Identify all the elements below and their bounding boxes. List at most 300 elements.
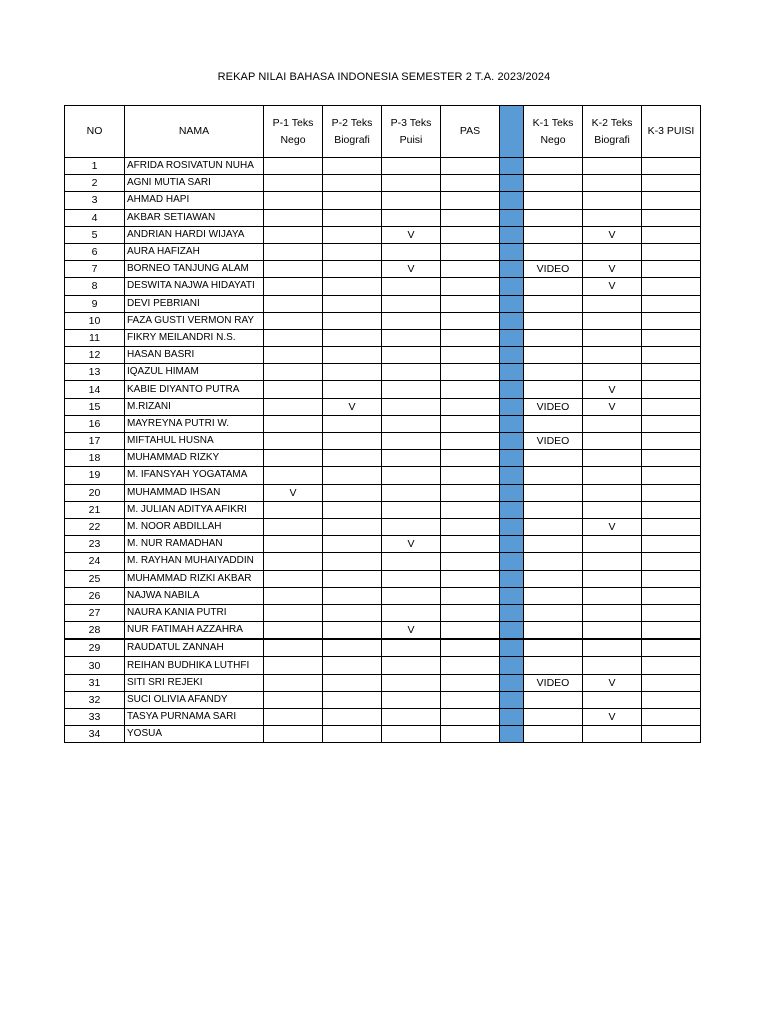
cell-no: 20 (65, 484, 125, 501)
cell-no: 12 (65, 347, 125, 364)
table-row (65, 726, 701, 743)
separator-cell (500, 622, 524, 640)
cell-pas (441, 261, 500, 278)
header-k1: K-1 Teks Nego (524, 106, 583, 158)
table-row (65, 226, 701, 243)
separator-cell (500, 467, 524, 484)
cell-k1 (524, 709, 583, 726)
cell-p1 (264, 467, 323, 484)
cell-no: 24 (65, 553, 125, 570)
table-row (65, 312, 701, 329)
cell-k2 (583, 691, 642, 708)
cell-k3 (642, 501, 701, 518)
cell-k1 (524, 639, 583, 657)
cell-p1 (264, 158, 323, 175)
separator-cell (500, 226, 524, 243)
cell-k1 (524, 691, 583, 708)
cell-p1 (264, 604, 323, 621)
separator-column (500, 106, 524, 158)
separator-cell (500, 364, 524, 381)
cell-p1 (264, 415, 323, 432)
cell-p1 (264, 501, 323, 518)
cell-pas (441, 278, 500, 295)
cell-k2 (583, 501, 642, 518)
separator-cell (500, 691, 524, 708)
cell-k1: VIDEO (524, 398, 583, 415)
separator-cell (500, 209, 524, 226)
cell-p3 (382, 175, 441, 192)
cell-pas (441, 450, 500, 467)
cell-k2: V (583, 518, 642, 535)
cell-nama: DEVI PEBRIANI (125, 295, 264, 312)
cell-no: 23 (65, 536, 125, 553)
cell-pas (441, 415, 500, 432)
table-row (65, 209, 701, 226)
cell-p3 (382, 604, 441, 621)
cell-k2 (583, 467, 642, 484)
cell-p1 (264, 450, 323, 467)
cell-p1 (264, 261, 323, 278)
cell-p2 (323, 501, 382, 518)
cell-nama: MUHAMMAD RIZKY (125, 450, 264, 467)
cell-pas (441, 243, 500, 260)
cell-no: 15 (65, 398, 125, 415)
cell-no: 27 (65, 604, 125, 621)
cell-p2 (323, 674, 382, 691)
separator-cell (500, 158, 524, 175)
cell-k3 (642, 347, 701, 364)
cell-nama: ANDRIAN HARDI WIJAYA (125, 226, 264, 243)
cell-k1 (524, 570, 583, 587)
cell-p1 (264, 674, 323, 691)
cell-p3: V (382, 226, 441, 243)
cell-k3 (642, 553, 701, 570)
cell-nama: BORNEO TANJUNG ALAM (125, 261, 264, 278)
cell-k1 (524, 329, 583, 346)
cell-k2 (583, 312, 642, 329)
cell-k3 (642, 691, 701, 708)
cell-k3 (642, 243, 701, 260)
cell-pas (441, 158, 500, 175)
cell-nama: SITI SRI REJEKI (125, 674, 264, 691)
cell-p1 (264, 295, 323, 312)
table-row (65, 381, 701, 398)
cell-p1 (264, 587, 323, 604)
cell-p1 (264, 175, 323, 192)
cell-nama: AKBAR SETIAWAN (125, 209, 264, 226)
cell-no: 32 (65, 691, 125, 708)
cell-p2 (323, 243, 382, 260)
cell-k2: V (583, 709, 642, 726)
cell-no: 8 (65, 278, 125, 295)
cell-p2 (323, 553, 382, 570)
cell-k1 (524, 604, 583, 621)
cell-pas (441, 587, 500, 604)
cell-k2 (583, 450, 642, 467)
cell-p3 (382, 192, 441, 209)
header-nama: NAMA (125, 106, 264, 158)
cell-p3 (382, 158, 441, 175)
cell-nama: NUR FATIMAH AZZAHRA (125, 622, 264, 640)
cell-pas (441, 484, 500, 501)
cell-p3 (382, 518, 441, 535)
cell-k2 (583, 553, 642, 570)
cell-k3 (642, 467, 701, 484)
cell-p2 (323, 295, 382, 312)
cell-nama: M.RIZANI (125, 398, 264, 415)
cell-p3 (382, 726, 441, 743)
table-row (65, 347, 701, 364)
separator-cell (500, 484, 524, 501)
cell-p3 (382, 209, 441, 226)
cell-p1 (264, 536, 323, 553)
cell-p1 (264, 553, 323, 570)
cell-k2 (583, 158, 642, 175)
cell-no: 29 (65, 639, 125, 657)
cell-p2 (323, 484, 382, 501)
cell-p1 (264, 570, 323, 587)
cell-k2 (583, 639, 642, 657)
cell-k3 (642, 536, 701, 553)
cell-nama: MUHAMMAD IHSAN (125, 484, 264, 501)
cell-p1 (264, 639, 323, 657)
header-k2: K-2 Teks Biografi (583, 106, 642, 158)
cell-p1 (264, 209, 323, 226)
table-row (65, 691, 701, 708)
cell-k1 (524, 415, 583, 432)
cell-no: 31 (65, 674, 125, 691)
cell-nama: MUHAMMAD RIZKI AKBAR (125, 570, 264, 587)
table-row (65, 484, 701, 501)
cell-p1 (264, 381, 323, 398)
cell-p1 (264, 329, 323, 346)
header-row (65, 106, 701, 158)
cell-p2 (323, 209, 382, 226)
table-row (65, 536, 701, 553)
cell-p1 (264, 226, 323, 243)
separator-cell (500, 398, 524, 415)
cell-k2: V (583, 278, 642, 295)
cell-k1: VIDEO (524, 261, 583, 278)
cell-no: 5 (65, 226, 125, 243)
cell-k3 (642, 674, 701, 691)
cell-p2 (323, 192, 382, 209)
table-row (65, 158, 701, 175)
cell-k3 (642, 433, 701, 450)
separator-cell (500, 347, 524, 364)
cell-k1 (524, 657, 583, 674)
cell-no: 30 (65, 657, 125, 674)
cell-p2 (323, 657, 382, 674)
cell-k1 (524, 381, 583, 398)
cell-nama: SUCI OLIVIA AFANDY (125, 691, 264, 708)
cell-k3 (642, 381, 701, 398)
cell-p3 (382, 381, 441, 398)
cell-nama: M. JULIAN ADITYA AFIKRI (125, 501, 264, 518)
table-row (65, 639, 701, 657)
table-row (65, 295, 701, 312)
cell-no: 3 (65, 192, 125, 209)
cell-k1 (524, 501, 583, 518)
cell-no: 28 (65, 622, 125, 640)
cell-p2 (323, 709, 382, 726)
grades-table (64, 105, 701, 743)
cell-p2 (323, 312, 382, 329)
separator-cell (500, 570, 524, 587)
cell-k2 (583, 243, 642, 260)
cell-k2: V (583, 261, 642, 278)
cell-nama: M. IFANSYAH YOGATAMA (125, 467, 264, 484)
cell-k3 (642, 329, 701, 346)
cell-nama: KABIE DIYANTO PUTRA (125, 381, 264, 398)
cell-nama: AGNI MUTIA SARI (125, 175, 264, 192)
separator-cell (500, 501, 524, 518)
cell-no: 14 (65, 381, 125, 398)
cell-pas (441, 553, 500, 570)
cell-k3 (642, 726, 701, 743)
separator-cell (500, 450, 524, 467)
cell-p3 (382, 553, 441, 570)
cell-nama: DESWITA NAJWA HIDAYATI (125, 278, 264, 295)
cell-pas (441, 398, 500, 415)
separator-cell (500, 433, 524, 450)
cell-p3 (382, 347, 441, 364)
separator-cell (500, 553, 524, 570)
cell-no: 11 (65, 329, 125, 346)
header-p2: P-2 Teks Biografi (323, 106, 382, 158)
cell-k2 (583, 347, 642, 364)
cell-p2: V (323, 398, 382, 415)
separator-cell (500, 587, 524, 604)
cell-p2 (323, 329, 382, 346)
cell-nama: M. NOOR ABDILLAH (125, 518, 264, 535)
table-row (65, 604, 701, 621)
cell-k2 (583, 587, 642, 604)
table-row (65, 709, 701, 726)
cell-k2: V (583, 398, 642, 415)
cell-p3 (382, 398, 441, 415)
cell-pas (441, 570, 500, 587)
cell-pas (441, 726, 500, 743)
cell-k3 (642, 484, 701, 501)
cell-p3 (382, 657, 441, 674)
table-row (65, 467, 701, 484)
separator-cell (500, 312, 524, 329)
separator-cell (500, 657, 524, 674)
cell-k3 (642, 622, 701, 640)
separator-cell (500, 536, 524, 553)
cell-k3 (642, 639, 701, 657)
cell-p3 (382, 691, 441, 708)
cell-p3: V (382, 261, 441, 278)
cell-k1 (524, 450, 583, 467)
cell-p1 (264, 518, 323, 535)
cell-no: 4 (65, 209, 125, 226)
cell-p2 (323, 518, 382, 535)
cell-nama: AHMAD HAPI (125, 192, 264, 209)
cell-p1 (264, 709, 323, 726)
cell-nama: M. RAYHAN MUHAIYADDIN (125, 553, 264, 570)
cell-p1 (264, 726, 323, 743)
cell-no: 25 (65, 570, 125, 587)
table-row (65, 587, 701, 604)
cell-k2 (583, 364, 642, 381)
cell-k1 (524, 622, 583, 640)
cell-p3: V (382, 536, 441, 553)
cell-k3 (642, 570, 701, 587)
cell-p1 (264, 433, 323, 450)
table-row (65, 657, 701, 674)
cell-pas (441, 295, 500, 312)
cell-k3 (642, 450, 701, 467)
cell-p3 (382, 415, 441, 432)
cell-p1 (264, 622, 323, 640)
cell-k3 (642, 709, 701, 726)
table-row (65, 175, 701, 192)
table-row (65, 192, 701, 209)
header-p1: P-1 Teks Nego (264, 106, 323, 158)
cell-k3 (642, 175, 701, 192)
cell-k2 (583, 415, 642, 432)
table-row (65, 243, 701, 260)
cell-pas (441, 518, 500, 535)
cell-nama: REIHAN BUDHIKA LUTHFI (125, 657, 264, 674)
cell-no: 17 (65, 433, 125, 450)
cell-k2: V (583, 674, 642, 691)
cell-k3 (642, 261, 701, 278)
cell-p2 (323, 364, 382, 381)
header-p3: P-3 Teks Puisi (382, 106, 441, 158)
cell-no: 18 (65, 450, 125, 467)
separator-cell (500, 604, 524, 621)
cell-nama: RAUDATUL ZANNAH (125, 639, 264, 657)
document-title: REKAP NILAI BAHASA INDONESIA SEMESTER 2 T.A. 2023/2024 (217, 71, 551, 83)
cell-p2 (323, 726, 382, 743)
cell-k1: VIDEO (524, 433, 583, 450)
cell-pas (441, 347, 500, 364)
cell-k2 (583, 175, 642, 192)
cell-pas (441, 192, 500, 209)
cell-pas (441, 312, 500, 329)
cell-nama: AURA HAFIZAH (125, 243, 264, 260)
cell-k1 (524, 312, 583, 329)
cell-nama: FIKRY MEILANDRI N.S. (125, 329, 264, 346)
cell-p2 (323, 639, 382, 657)
cell-p1 (264, 657, 323, 674)
table-row (65, 570, 701, 587)
cell-k2 (583, 657, 642, 674)
cell-k3 (642, 657, 701, 674)
table-row (65, 364, 701, 381)
cell-p1 (264, 243, 323, 260)
separator-cell (500, 726, 524, 743)
cell-k2 (583, 570, 642, 587)
cell-p2 (323, 278, 382, 295)
cell-no: 19 (65, 467, 125, 484)
table-row (65, 450, 701, 467)
cell-k2 (583, 329, 642, 346)
table-row (65, 278, 701, 295)
cell-nama: MAYREYNA PUTRI W. (125, 415, 264, 432)
header-pas: PAS (441, 106, 500, 158)
cell-no: 2 (65, 175, 125, 192)
cell-p1 (264, 364, 323, 381)
table-row (65, 501, 701, 518)
cell-k3 (642, 364, 701, 381)
cell-p1 (264, 691, 323, 708)
cell-k3 (642, 158, 701, 175)
cell-nama: YOSUA (125, 726, 264, 743)
separator-cell (500, 674, 524, 691)
cell-p3 (382, 501, 441, 518)
cell-k1 (524, 209, 583, 226)
cell-p3 (382, 467, 441, 484)
cell-p1 (264, 312, 323, 329)
cell-pas (441, 501, 500, 518)
cell-pas (441, 209, 500, 226)
separator-cell (500, 639, 524, 657)
cell-pas (441, 657, 500, 674)
cell-pas (441, 364, 500, 381)
cell-p3 (382, 433, 441, 450)
cell-p1: V (264, 484, 323, 501)
cell-p2 (323, 536, 382, 553)
cell-k3 (642, 604, 701, 621)
cell-k2 (583, 536, 642, 553)
cell-k1 (524, 278, 583, 295)
cell-pas (441, 329, 500, 346)
cell-k2: V (583, 226, 642, 243)
cell-k2 (583, 433, 642, 450)
cell-k3 (642, 209, 701, 226)
table-row (65, 398, 701, 415)
cell-p1 (264, 192, 323, 209)
cell-nama: AFRIDA ROSIVATUN NUHA (125, 158, 264, 175)
cell-no: 7 (65, 261, 125, 278)
cell-pas (441, 709, 500, 726)
cell-k1 (524, 158, 583, 175)
cell-p3: V (382, 622, 441, 640)
separator-cell (500, 518, 524, 535)
cell-p3 (382, 295, 441, 312)
cell-p2 (323, 261, 382, 278)
cell-no: 10 (65, 312, 125, 329)
separator-cell (500, 192, 524, 209)
header-no: NO (65, 106, 125, 158)
cell-p2 (323, 570, 382, 587)
cell-p2 (323, 467, 382, 484)
cell-p2 (323, 587, 382, 604)
cell-no: 16 (65, 415, 125, 432)
cell-k1 (524, 226, 583, 243)
cell-nama: FAZA GUSTI VERMON RAY (125, 312, 264, 329)
cell-k1 (524, 467, 583, 484)
cell-nama: NAURA KANIA PUTRI (125, 604, 264, 621)
cell-k1 (524, 518, 583, 535)
cell-k3 (642, 278, 701, 295)
cell-nama: MIFTAHUL HUSNA (125, 433, 264, 450)
cell-p3 (382, 450, 441, 467)
cell-k1 (524, 347, 583, 364)
cell-k2 (583, 604, 642, 621)
cell-k2 (583, 622, 642, 640)
cell-pas (441, 622, 500, 640)
cell-p3 (382, 329, 441, 346)
table-row (65, 433, 701, 450)
cell-k1 (524, 364, 583, 381)
cell-k1 (524, 553, 583, 570)
cell-k1 (524, 295, 583, 312)
